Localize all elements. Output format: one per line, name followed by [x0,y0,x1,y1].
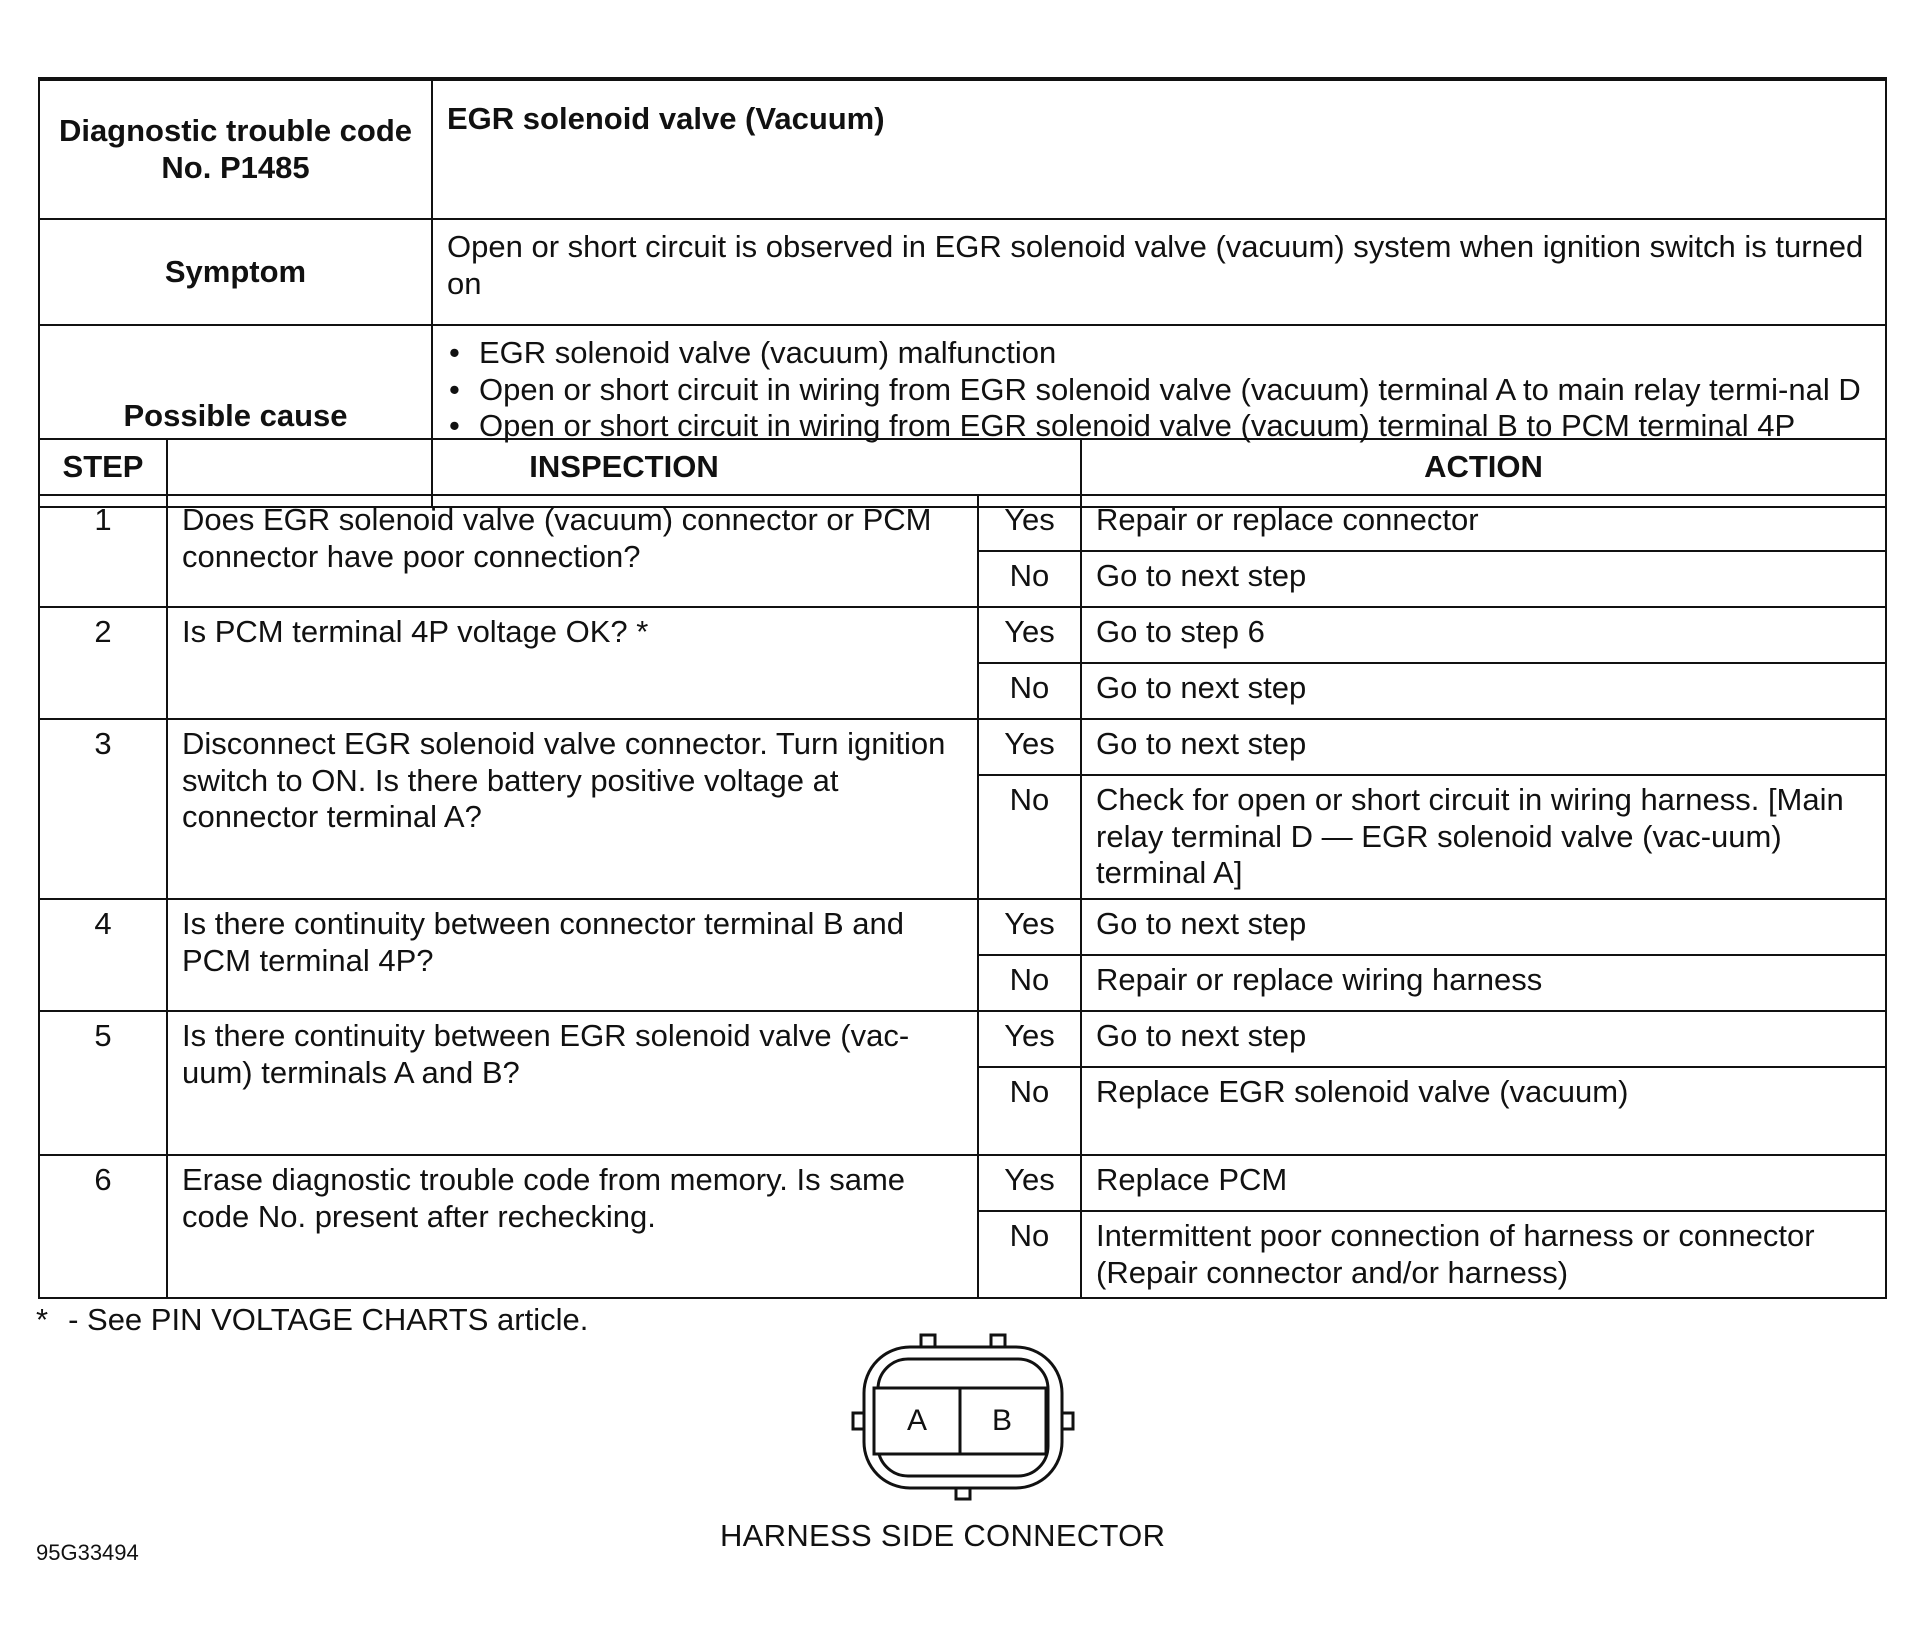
column-header-inspection: INSPECTION [167,439,1081,495]
yes-label: Yes [978,719,1081,775]
cause-item: • EGR solenoid valve (vacuum) malfunction [479,335,1871,372]
yes-action: Repair or replace connector [1081,495,1886,551]
terminal-block [874,1388,1046,1454]
dtc-value: EGR solenoid valve (Vacuum) [432,79,1886,219]
symptom-value: Open or short circuit is observed in EGR solenoid valve (vacuum) system when ignition switch is turned on [432,219,1886,325]
no-action: Check for open or short circuit in wiring harness. [Main relay terminal D — EGR solenoid valve (vac-uum) terminal A] [1081,775,1886,899]
no-label: No [978,775,1081,899]
yes-label: Yes [978,899,1081,955]
asterisk-symbol: * [36,1302,49,1337]
no-action: Repair or replace wiring harness [1081,955,1886,1011]
step-number: 4 [39,899,167,1011]
no-label: No [978,663,1081,719]
step-inspection: Does EGR solenoid valve (vacuum) connector or PCM connector have poor connection? [167,495,978,607]
no-label: No [978,551,1081,607]
step-inspection: Is PCM terminal 4P voltage OK? * [167,607,978,719]
step-inspection: Is there continuity between EGR solenoid valve (vac-uum) terminals A and B? [167,1011,978,1155]
no-action: Intermittent poor connection of harness or connector (Repair connector and/or harness) [1081,1211,1886,1298]
yes-label: Yes [978,1155,1081,1211]
connector-caption: HARNESS SIDE CONNECTOR [720,1518,1166,1553]
column-header-action: ACTION [1081,439,1886,495]
harness-connector-diagram [850,1330,1080,1505]
yes-action: Go to step 6 [1081,607,1886,663]
terminal-a-label: A [906,1404,928,1437]
no-action: Go to next step [1081,551,1886,607]
no-action: Replace EGR solenoid valve (vacuum) [1081,1067,1886,1155]
step-inspection: Erase diagnostic trouble code from memory. Is same code No. present after rechecking. [167,1155,978,1298]
yes-label: Yes [978,495,1081,551]
step-number: 3 [39,719,167,899]
footnote-text: - See PIN VOLTAGE CHARTS article. [68,1302,589,1337]
step-inspection: Is there continuity between connector terminal B and PCM terminal 4P? [167,899,978,1011]
symptom-label: Symptom [39,219,432,325]
no-label: No [978,1211,1081,1298]
inspection-steps-table [38,438,1887,1299]
no-action: Go to next step [1081,663,1886,719]
yes-label: Yes [978,607,1081,663]
step-number: 2 [39,607,167,719]
possible-cause-label: Possible cause [39,325,432,507]
possible-cause-list [447,335,1871,445]
dtc-label: Diagnostic trouble code No. P1485 [39,79,432,219]
step-number: 1 [39,495,167,607]
cause-item: • Open or short circuit in wiring from EGR solenoid valve (vacuum) terminal B to PCM terminal 4P [479,408,1871,445]
yes-action: Go to next step [1081,899,1886,955]
step-number: 5 [39,1011,167,1155]
yes-action: Go to next step [1081,719,1886,775]
no-label: No [978,1067,1081,1155]
footnote [36,1302,588,1338]
yes-action: Go to next step [1081,1011,1886,1067]
no-label: No [978,955,1081,1011]
step-inspection: Disconnect EGR solenoid valve connector. Turn ignition switch to ON. Is there battery positive voltage at connector terminal A? [167,719,978,899]
terminal-b-label: B [991,1404,1013,1437]
yes-label: Yes [978,1011,1081,1067]
column-header-step: STEP [39,439,167,495]
cause-item: • Open or short circuit in wiring from EGR solenoid valve (vacuum) terminal A to main relay termi-nal D [479,372,1871,409]
figure-id: 95G33494 [36,1540,139,1565]
step-number: 6 [39,1155,167,1298]
yes-action: Replace PCM [1081,1155,1886,1211]
